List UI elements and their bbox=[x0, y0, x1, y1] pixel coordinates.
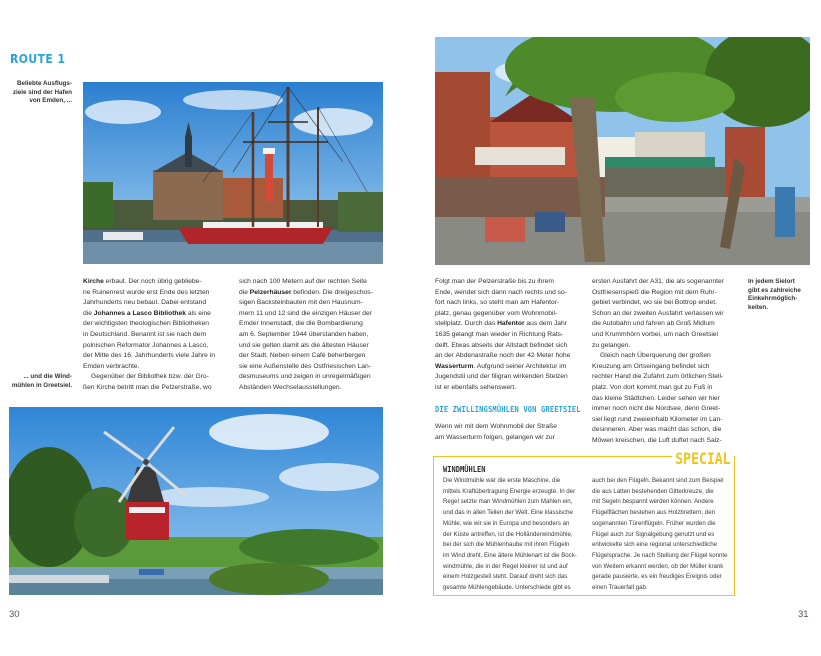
special-title: WINDMÜHLEN bbox=[443, 464, 486, 474]
caption-line: keiten. bbox=[748, 303, 768, 311]
text-line: zu gelangen. bbox=[592, 341, 631, 349]
body-column-right-2 bbox=[592, 277, 737, 447]
text-line: ersten Ausfahrt der A31, die als sogenannter bbox=[592, 278, 724, 285]
text-line: mit Segeln bespannt werden können. Andere bbox=[592, 498, 714, 506]
text-line: und sie gelten damit als die ältesten Häuser bbox=[239, 341, 369, 349]
text-line: die Autobahn und fahren ab Groß Midlum bbox=[592, 320, 715, 328]
caption-line: von Emden, ... bbox=[29, 97, 72, 105]
text-line: . Aufgrund seiner Architektur im bbox=[473, 362, 567, 370]
caption-line: ziele sind der Hafen bbox=[12, 88, 72, 96]
text-line: desinneren. Aber was macht das schon, die bbox=[592, 426, 722, 434]
text-line: an der Abdenastraße noch der 42 Meter hohe bbox=[435, 352, 571, 360]
text-line: sogenannten Türenflügeln. Früher wurden die bbox=[592, 519, 716, 527]
text-line: delft. Etwas abseits der Altstadt befindet sich bbox=[435, 341, 568, 349]
text-line: im Wind dreht. Eine ältere Mühlenart ist die Bock- bbox=[443, 551, 577, 559]
text-line: ne Ruinenrest wurde erst Ende des letzten bbox=[83, 288, 210, 296]
body-column-right-1-continued bbox=[435, 422, 580, 443]
text-line: Ende, wendet sich dann nach rechts und so- bbox=[435, 288, 567, 296]
text-line: fort nach links, so steht man am Hafentor- bbox=[435, 299, 560, 307]
text-line: Mühle, wie wir sie in Europa und besonders an bbox=[443, 519, 570, 527]
text-line: Regel setzte man Windmühlen zum Mahlen ein, bbox=[443, 498, 573, 506]
text-line: die aus Latten bestehenden Gitterkreuze, die bbox=[592, 487, 714, 495]
text-line: das kleine Städtchen. Leider sehen wir hier bbox=[592, 394, 720, 402]
text-line: bei der sich die Mühlenhaube mit ihren Flügeln bbox=[443, 541, 570, 549]
text-line: der Mitte des 16. Jahrhunderts viele Jahre in bbox=[83, 352, 215, 360]
text-line: die bbox=[239, 288, 250, 296]
text-line: sie eine Außenstelle des Ostfriesischen Lan- bbox=[239, 362, 371, 370]
text-line: der Küste antreffen, ist die Holländerwindmühle, bbox=[443, 530, 573, 538]
caption-cafes bbox=[748, 278, 814, 312]
page-number-left: 30 bbox=[9, 609, 20, 620]
caption-line: In jedem Sielort bbox=[748, 278, 795, 285]
photo-greetsiel-cafes bbox=[435, 37, 810, 265]
body-column-left-1 bbox=[83, 277, 227, 394]
text-line: und Krummhörn vorbei, um nach Greetsiel bbox=[592, 330, 719, 338]
bold-term: Wasserturm bbox=[435, 362, 474, 370]
text-line: Folgt man der Pelzerstraße bis zu ihrem bbox=[435, 278, 554, 285]
text-line: von Weitem erkannt werden, ob der Müller krank bbox=[592, 562, 724, 570]
caption-line: ... und die Wind- bbox=[23, 373, 72, 380]
text-line: Flügelsprache. Je nach Stellung der Flügel konnte bbox=[592, 551, 728, 559]
special-column-1 bbox=[443, 476, 583, 594]
text-line: erbaut. Der noch übrig gebliebe- bbox=[103, 278, 202, 285]
text-line: Wenn wir mit dem Wohnmobil der Straße bbox=[435, 423, 558, 430]
text-line: ßen Kirche betritt man die Pelzerstraße, wo bbox=[83, 383, 212, 391]
text-line: Emder Innenstadt, die die Bombardierung bbox=[239, 320, 363, 328]
text-line: in Deutschland. Benannt ist sie nach dem bbox=[83, 330, 207, 338]
text-line: der Stadt. Neben einem Café beherbergen bbox=[239, 352, 366, 360]
text-line: 1635 gelangt man wieder in Richtung Rats- bbox=[435, 330, 564, 338]
text-line: polnischen Reformator Johannes a Lasco, bbox=[83, 341, 209, 349]
body-column-left-2 bbox=[239, 277, 383, 394]
text-line: Jugendstil und der filigran wirkenden Stelzen bbox=[435, 373, 568, 381]
text-line: Jahrhunderts neu bebaut. Dabei entstand bbox=[83, 299, 207, 307]
photo-emden-harbor bbox=[83, 82, 383, 264]
text-line: sigen Backsteinbauten mit den Hausnum- bbox=[239, 299, 363, 307]
text-line: Flügelflächen bestehen aus Holzbrettern, den bbox=[592, 509, 715, 517]
special-column-2 bbox=[592, 476, 732, 594]
text-line: desmuseums und zeigen in unregelmäßigen bbox=[239, 373, 371, 381]
text-line: auch bei den Flügeln. Bekannt sind zum Beispiel bbox=[592, 477, 724, 484]
text-line: einem Holzgestell steht. Darauf dreht sich das bbox=[443, 573, 568, 581]
text-line: stellplatz. Durch das bbox=[435, 320, 498, 328]
text-line: siel liegt rund zweieinhalb Kilometer im Lan- bbox=[592, 415, 723, 423]
text-line: Emden verbrachte. bbox=[83, 362, 140, 370]
text-line: gesamte Mühlengebäude. Unterschiede gibt es bbox=[443, 584, 571, 592]
text-line: am Wasserturm folgen, gelangen wir zur bbox=[435, 433, 555, 441]
bold-term: Johannes a Lasco Bibliothek bbox=[93, 309, 186, 317]
section-heading: DIE ZWILLINGSMÜHLEN VON GREETSIEL bbox=[435, 404, 581, 414]
text-line: einen Trauerfall gab. bbox=[592, 584, 648, 592]
bold-term: Pelzerhäuser bbox=[249, 288, 292, 296]
text-line: platz. Von dort kommt man gut zu Fuß in bbox=[592, 383, 713, 391]
text-line: Ostfriesenspieß die Region mit dem Ruhr- bbox=[592, 288, 717, 296]
text-line: als eine bbox=[185, 309, 211, 317]
text-line: immer noch nicht die Nordsee, denn Greet- bbox=[592, 405, 721, 413]
text-line: Abständen Wechselausstellungen. bbox=[239, 383, 342, 391]
caption-line: mühlen in Greetsiel. bbox=[11, 381, 72, 389]
text-line: mittels Kraftübertragung Energie erzeugte. In der bbox=[443, 487, 576, 495]
text-line: Schon an der zweiten Ausfahrt verlassen wir bbox=[592, 309, 724, 317]
text-line: Gleich nach Überquerung der großen bbox=[600, 352, 711, 360]
body-column-right-1 bbox=[435, 277, 580, 394]
text-line: der wichtigsten theologischen Bibliotheken bbox=[83, 320, 210, 328]
bold-term: Kirche bbox=[83, 278, 104, 285]
text-line: gerade pausierte, es ein freudiges Ereignis oder bbox=[592, 573, 722, 581]
caption-windmills bbox=[4, 373, 72, 390]
caption-line: Beliebte Ausflugs- bbox=[16, 80, 72, 87]
text-line: Die Windmühle war die erste Maschine, die bbox=[443, 477, 561, 484]
page-number-right: 31 bbox=[798, 609, 809, 620]
text-line: Flügel auch zur Signalgebung genutzt und es bbox=[592, 530, 715, 538]
caption-harbor bbox=[6, 80, 72, 106]
text-line: Möwen kreischen, die Luft duftet nach Salz- bbox=[592, 436, 722, 444]
route-label: ROUTE 1 bbox=[10, 52, 66, 66]
text-line: am 6. September 1944 überstanden haben, bbox=[239, 330, 369, 338]
text-line: und das in allen Teilen der Welt. Eine klassische bbox=[443, 509, 573, 517]
text-line: Kreuzung am Ortseingang befindet sich bbox=[592, 362, 710, 370]
caption-line: Einkehrmöglich- bbox=[748, 295, 798, 303]
text-line: gebiet verbindet, wo sie bei Bottrop endet. bbox=[592, 299, 717, 307]
photo-greetsiel-windmill bbox=[9, 407, 383, 595]
text-line: rechter Hand die Zufahrt zum örtlichen Stell- bbox=[592, 373, 724, 381]
text-line: aus dem Jahr bbox=[524, 320, 567, 328]
text-line: sich nach 100 Metern auf der rechten Seite bbox=[239, 278, 367, 285]
text-line: entwickelte sich eine regional unterschiedliche bbox=[592, 541, 717, 549]
text-line: ist er ebenfalls sehenswert. bbox=[435, 383, 517, 391]
text-line: Gegenüber der Bibliothek bzw. der Gro- bbox=[91, 373, 209, 381]
text-line: befinden. Die dreigeschos- bbox=[291, 288, 373, 296]
text-line: die bbox=[83, 309, 94, 317]
text-line: platz, genau gegenüber vom Wohnmobil- bbox=[435, 309, 558, 317]
bold-term: Hafentor bbox=[497, 320, 525, 328]
caption-line: gibt es zahlreiche bbox=[748, 286, 801, 294]
text-line: mern 11 und 12 sind die einzigen Häuser der bbox=[239, 309, 372, 317]
special-tag: SPECIAL bbox=[672, 449, 734, 468]
text-line: windmühle, die in der Regel kleiner ist und auf bbox=[443, 562, 568, 570]
